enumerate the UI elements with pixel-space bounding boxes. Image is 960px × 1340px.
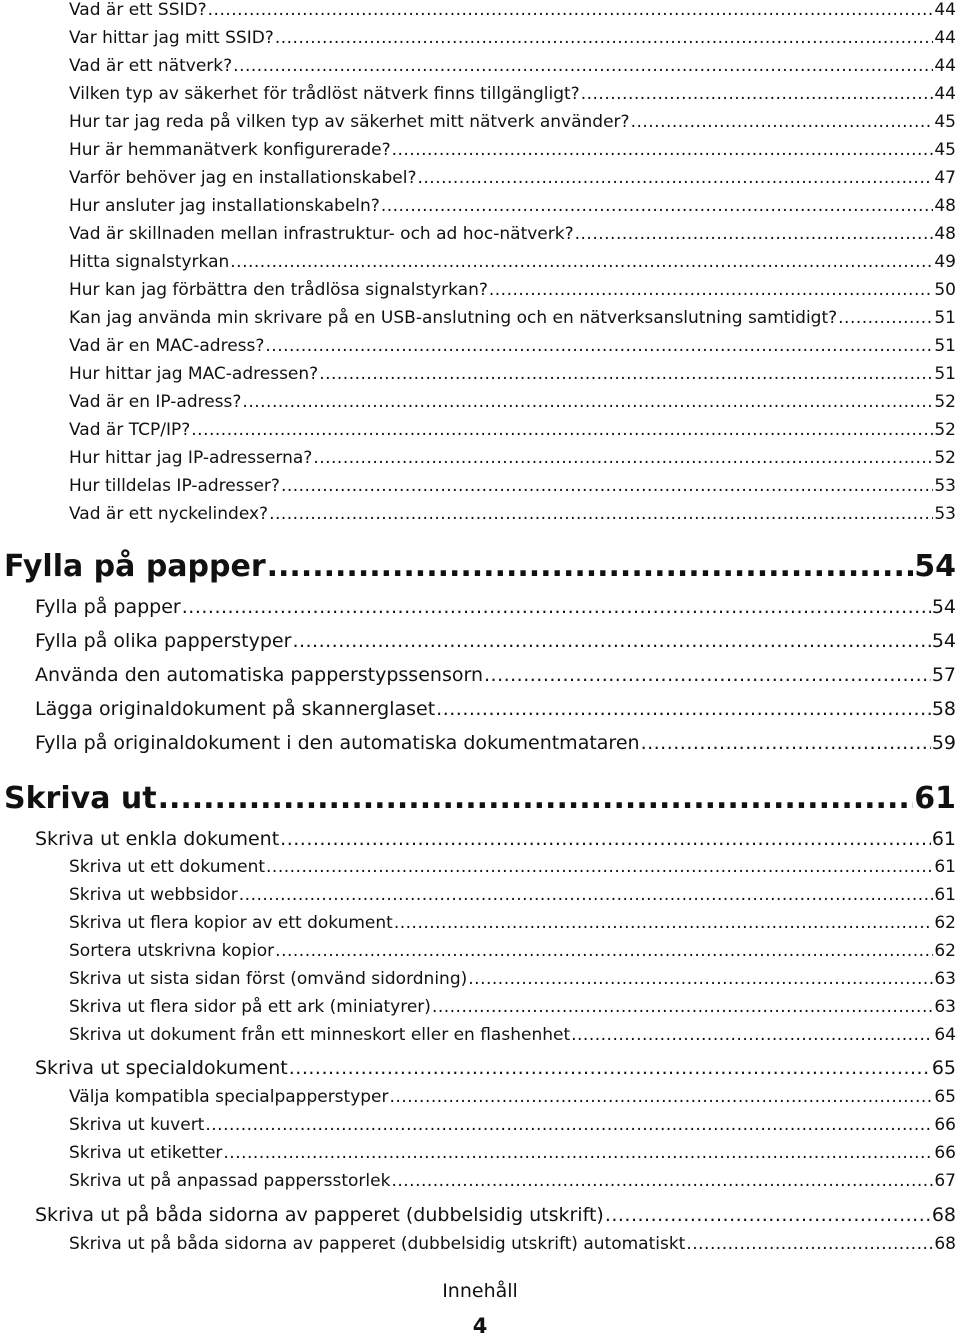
dot-leader	[242, 389, 933, 415]
dot-leader	[381, 193, 934, 219]
toc-section-title: Skriva ut på båda sidorna av papperet (dubbelsidig utskrift)	[35, 1204, 604, 1226]
dot-leader	[313, 445, 933, 471]
footer-page-number: 4	[472, 1314, 488, 1338]
toc-entry[interactable]	[69, 1112, 956, 1138]
toc-entry[interactable]	[69, 81, 956, 107]
toc-entry[interactable]	[69, 25, 956, 51]
toc-section-title: Använda den automatiska papperstypssensorn	[35, 664, 483, 686]
toc-entry[interactable]	[69, 1140, 956, 1166]
toc-entry-title: Hur tilldelas IP-adresser?	[69, 476, 280, 496]
toc-entry-title: Vad är skillnaden mellan infrastruktur- och ad hoc-nätverk?	[69, 224, 574, 244]
dot-leader	[631, 109, 934, 135]
toc-entry-page: 66	[934, 1115, 956, 1135]
toc-section-page: 65	[931, 1057, 956, 1079]
toc-entry[interactable]	[69, 501, 956, 527]
dot-leader	[266, 854, 933, 880]
toc-chapter-title: Fylla på papper	[4, 549, 266, 584]
dot-leader	[233, 53, 933, 79]
toc-entry-page: 44	[934, 28, 956, 48]
toc-entry-title: Skriva ut ett dokument	[69, 857, 266, 877]
toc-section[interactable]	[35, 824, 956, 854]
toc-entry-page: 48	[934, 224, 956, 244]
toc-section[interactable]	[35, 694, 956, 724]
dot-leader	[571, 1022, 933, 1048]
dot-leader	[280, 824, 931, 854]
toc-entry-title: Skriva ut kuvert	[69, 1115, 205, 1135]
toc-entry-title: Varför behöver jag en installationskabel?	[69, 168, 417, 188]
toc-section-page: 58	[931, 698, 956, 720]
toc-entry-title: Vad är TCP/IP?	[69, 420, 191, 440]
toc-entry-title: Hur kan jag förbättra den trådlösa signalstyrkan?	[69, 280, 488, 300]
toc-entry-page: 51	[934, 364, 956, 384]
dot-leader	[275, 25, 934, 51]
toc-entry[interactable]	[69, 249, 956, 275]
dot-leader	[319, 361, 933, 387]
toc-entry-title: Skriva ut webbsidor	[69, 885, 238, 905]
toc-entry-page: 66	[934, 1143, 956, 1163]
toc-entry-title: Vad är ett SSID?	[69, 0, 207, 20]
toc-entry-page: 65	[934, 1087, 956, 1107]
dot-leader	[838, 305, 933, 331]
toc-chapter-page: 61	[914, 781, 956, 816]
toc-entry-page: 47	[934, 168, 956, 188]
toc-section[interactable]	[35, 1053, 956, 1083]
toc-entry-title: Vilken typ av säkerhet för trådlöst nätverk finns tillgängligt?	[69, 84, 580, 104]
toc-entry-title: Skriva ut på båda sidorna av papperet (dubbelsidig utskrift) automatiskt	[69, 1234, 686, 1254]
dot-leader	[581, 81, 934, 107]
toc-section-page: 59	[931, 732, 956, 754]
toc-entry[interactable]	[69, 109, 956, 135]
toc-entry-title: Skriva ut på anpassad pappersstorlek	[69, 1171, 391, 1191]
dot-leader	[392, 137, 934, 163]
toc-entry-page: 52	[934, 448, 956, 468]
dot-leader	[436, 694, 931, 724]
dot-leader	[489, 277, 933, 303]
dot-leader	[484, 660, 931, 690]
toc-entry[interactable]	[69, 193, 956, 219]
toc-section-title: Skriva ut specialdokument	[35, 1057, 288, 1079]
toc-entry-page: 52	[934, 420, 956, 440]
toc-section-title: Skriva ut enkla dokument	[35, 828, 280, 850]
toc-entry-page: 67	[934, 1171, 956, 1191]
toc-entry-page: 44	[934, 84, 956, 104]
toc-section[interactable]	[35, 660, 956, 690]
toc-entry[interactable]	[69, 417, 956, 443]
toc-entry-page: 61	[934, 885, 956, 905]
dot-leader	[205, 1112, 933, 1138]
toc-entry[interactable]	[69, 445, 956, 471]
toc-entry-page: 44	[934, 0, 956, 20]
toc-entry-title: Hitta signalstyrkan	[69, 252, 230, 272]
toc-entry-title: Skriva ut etiketter	[69, 1143, 223, 1163]
toc-entry-title: Vad är ett nätverk?	[69, 56, 233, 76]
toc-entry[interactable]	[69, 0, 956, 23]
toc-entry[interactable]	[69, 854, 956, 880]
toc-entry-title: Välja kompatibla specialpapperstyper	[69, 1087, 389, 1107]
toc-entry-title: Skriva ut sista sidan först (omvänd sidordning)	[69, 969, 468, 989]
toc-section-title: Fylla på originaldokument i den automatiska dokumentmataren	[35, 732, 640, 754]
toc-entry-title: Skriva ut flera kopior av ett dokument	[69, 913, 393, 933]
dot-leader	[575, 221, 934, 247]
toc-entry-page: 68	[934, 1234, 956, 1254]
toc-section[interactable]	[35, 592, 956, 622]
toc-entry-title: Vad är en IP-adress?	[69, 392, 242, 412]
dot-leader	[391, 1168, 933, 1194]
toc-section-page: 54	[931, 630, 956, 652]
toc-entry[interactable]	[69, 994, 956, 1020]
toc-entry-page: 51	[934, 308, 956, 328]
toc-section[interactable]	[35, 1200, 956, 1230]
toc-entry-title: Sortera utskrivna kopior	[69, 941, 275, 961]
toc-entry[interactable]	[69, 389, 956, 415]
toc-section-title: Fylla på olika papperstyper	[35, 630, 292, 652]
dot-leader	[208, 0, 934, 23]
toc-entry-title: Hur hittar jag MAC-adressen?	[69, 364, 319, 384]
toc-entry-page: 53	[934, 476, 956, 496]
toc-entry-title: Skriva ut flera sidor på ett ark (miniatyrer)	[69, 997, 431, 1017]
toc-entry-page: 48	[934, 196, 956, 216]
toc-entry[interactable]	[69, 1168, 956, 1194]
dot-leader	[158, 779, 914, 819]
toc-entry-title: Hur hittar jag IP-adresserna?	[69, 448, 313, 468]
toc-entry-page: 45	[934, 112, 956, 132]
dot-leader	[289, 1053, 931, 1083]
toc-section[interactable]	[35, 728, 956, 758]
dot-leader	[468, 966, 933, 992]
dot-leader	[230, 249, 933, 275]
toc-entry-page: 52	[934, 392, 956, 412]
toc-entry-title: Vad är en MAC-adress?	[69, 336, 265, 356]
toc-entry[interactable]	[69, 1084, 956, 1110]
toc-section-page: 61	[931, 828, 956, 850]
toc-entry-page: 51	[934, 336, 956, 356]
footer-section-label: Innehåll	[442, 1280, 518, 1302]
toc-chapter-title: Skriva ut	[4, 781, 157, 816]
toc-chapter-page: 54	[914, 549, 956, 584]
toc-entry-page: 64	[934, 1025, 956, 1045]
dot-leader	[265, 333, 933, 359]
toc-chapter[interactable]	[4, 779, 956, 819]
toc-entry[interactable]	[69, 966, 956, 992]
toc-entry-title: Hur tar jag reda på vilken typ av säkerhet mitt nätverk använder?	[69, 112, 630, 132]
toc-section-page: 54	[931, 596, 956, 618]
dot-leader	[275, 938, 933, 964]
dot-leader	[394, 910, 934, 936]
toc-entry-page: 44	[934, 56, 956, 76]
toc-entry-title: Vad är ett nyckelindex?	[69, 504, 269, 524]
dot-leader	[281, 473, 933, 499]
toc-entry-title: Skriva ut dokument från ett minneskort eller en flashenhet	[69, 1025, 571, 1045]
toc-entry[interactable]	[69, 277, 956, 303]
toc-chapter[interactable]	[4, 547, 956, 587]
dot-leader	[191, 417, 933, 443]
toc-entry[interactable]	[69, 137, 956, 163]
dot-leader	[418, 165, 934, 191]
toc-entry-page: 62	[934, 913, 956, 933]
toc-entry[interactable]	[69, 361, 956, 387]
toc-entry[interactable]	[69, 221, 956, 247]
dot-leader	[641, 728, 931, 758]
toc-entry[interactable]	[69, 333, 956, 359]
toc-entry-page: 62	[934, 941, 956, 961]
dot-leader	[182, 592, 931, 622]
dot-leader	[269, 501, 933, 527]
dot-leader	[223, 1140, 933, 1166]
toc-entry-page: 49	[934, 252, 956, 272]
dot-leader	[605, 1200, 931, 1230]
toc-entry-page: 50	[934, 280, 956, 300]
toc-section-page: 68	[931, 1204, 956, 1226]
toc-entry-page: 61	[934, 857, 956, 877]
dot-leader	[239, 882, 934, 908]
toc-entry-page: 63	[934, 997, 956, 1017]
toc-entry[interactable]	[69, 1022, 956, 1048]
toc-entry[interactable]	[69, 165, 956, 191]
toc-entry-page: 63	[934, 969, 956, 989]
toc-entry-page: 45	[934, 140, 956, 160]
dot-leader	[390, 1084, 934, 1110]
dot-leader	[686, 1231, 933, 1257]
toc-entry[interactable]	[69, 910, 956, 936]
toc-entry[interactable]	[69, 882, 956, 908]
toc-entry[interactable]	[69, 1231, 956, 1257]
toc-section-page: 57	[931, 664, 956, 686]
toc-entry-title: Var hittar jag mitt SSID?	[69, 28, 274, 48]
toc-section[interactable]	[35, 626, 956, 656]
toc-entry-title: Kan jag använda min skrivare på en USB-anslutning och en nätverksanslutning samtidigt?	[69, 308, 838, 328]
toc-entry-title: Hur ansluter jag installationskabeln?	[69, 196, 380, 216]
toc-entry[interactable]	[69, 938, 956, 964]
toc-entry[interactable]	[69, 53, 956, 79]
dot-leader	[267, 547, 914, 587]
dot-leader	[432, 994, 933, 1020]
dot-leader	[292, 626, 930, 656]
toc-entry-title: Hur är hemmanätverk konfigurerade?	[69, 140, 391, 160]
toc-entry[interactable]	[69, 305, 956, 331]
toc-entry-page: 53	[934, 504, 956, 524]
toc-section-title: Fylla på papper	[35, 596, 181, 618]
toc-entry[interactable]	[69, 473, 956, 499]
toc-section-title: Lägga originaldokument på skannerglaset	[35, 698, 436, 720]
